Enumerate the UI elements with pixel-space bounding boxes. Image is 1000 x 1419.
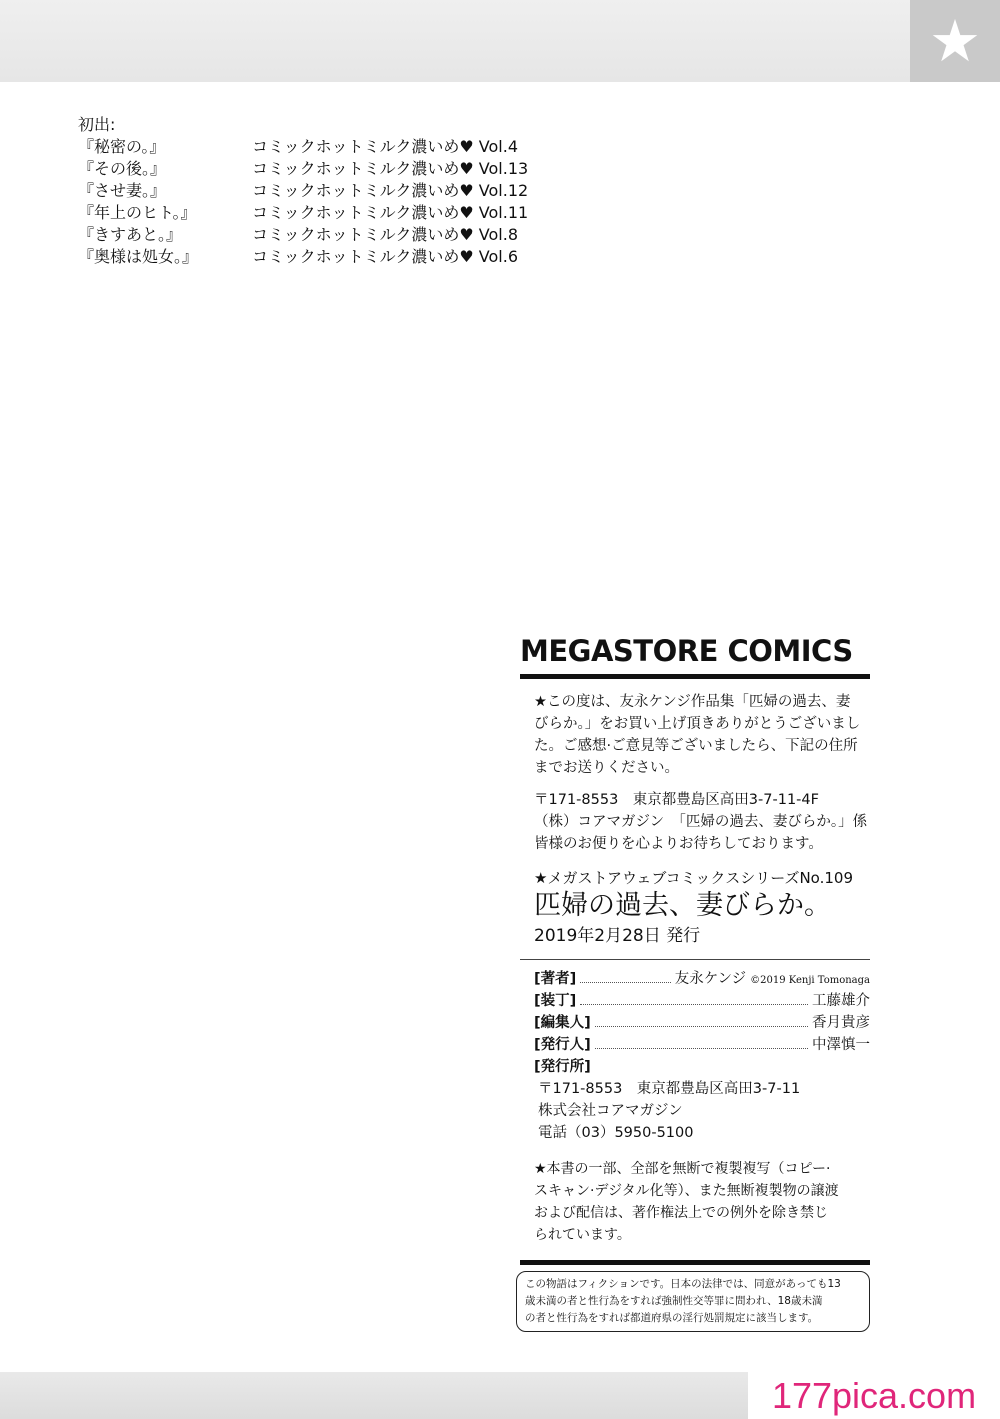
magazine-issue: コミックホットミルク濃いめ♥ Vol.13 [252,159,529,178]
leader-dots [595,1047,808,1049]
leader-dots [580,1003,808,1005]
credit-name: 友永ケンジ [674,971,747,987]
brand-logo: MEGASTORE COMICS [520,634,853,668]
credit-role: [著者] [534,971,577,987]
list-item [78,202,528,224]
leader-dots [580,981,670,983]
text-line: られています。 [534,1227,631,1243]
text-line: た。ご感想·ご意見等ございましたら、下記の住所 [534,738,858,754]
text-line: ★この度は、友永ケンジ作品集「匹婦の過去、妻 [534,694,851,710]
text-line: 〒171-8553 東京都豊島区高田3-7-11-4F [534,792,819,808]
publish-date: 2019年2月28日 発行 [534,926,701,946]
magazine-issue: コミックホットミルク濃いめ♥ Vol.8 [252,225,518,244]
story-title: 『その後。』 [78,159,167,178]
leader-dots [595,1025,808,1027]
credit-row [534,990,870,1012]
list-item [78,136,528,158]
story-title: 『年上のヒト。』 [78,203,197,222]
text-line: ★本書の一部、全部を無断で複製複写（コピー· [534,1161,831,1177]
text-line: 〒171-8553 東京都豊島区高田3-7-11 [538,1081,801,1097]
text-line: 歳未満の者と性行為をすれば強制性交等罪に問われ、18歳未満 [525,1295,823,1307]
story-title: 『奥様は処女。』 [78,247,199,266]
credit-row [534,1034,870,1056]
fiction-notice [516,1271,870,1332]
text-line: びらか。」をお買い上げ頂きありがとうございまし [534,716,861,732]
book-title: 匹婦の過去、妻びらか。 [534,890,831,921]
star-icon: ★ [910,0,1000,82]
text-line: （株）コアマガジン 「匹婦の過去、妻びらか。」係 [534,814,868,830]
colophon-panel [520,630,870,1332]
credit-name: 香月貴彦 [812,1015,870,1031]
series-label: ★メガストアウェブコミックスシリーズNo.109 [534,869,853,887]
text-line: の者と性行為をすれば都道府県の淫行処罰規定に該当します。 [525,1312,819,1324]
credit-row [534,1012,870,1034]
credits-list [520,960,870,1056]
text-line: この物語はフィクションです。日本の法律では、同意があっても13 [525,1278,841,1290]
story-title: 『きすあと。』 [78,225,183,244]
magazine-issue: コミックホットミルク濃いめ♥ Vol.12 [252,181,529,200]
credit-name: 中澤慎一 [812,1037,870,1053]
copyright: ©2019 Kenji Tomonaga [750,975,870,986]
list-item [78,246,528,268]
text-line: 電話（03）5950-5100 [538,1125,694,1141]
magazine-issue: コミックホットミルク濃いめ♥ Vol.6 [252,247,518,266]
credit-role: [編集人] [534,1015,591,1031]
magazine-issue: コミックホットミルク濃いめ♥ Vol.4 [252,137,518,156]
credit-name: 工藤雄介 [812,993,870,1009]
watermark: 177pica.com [748,1372,1000,1419]
credit-row [534,968,870,990]
list-item [78,158,528,180]
list-item [78,180,528,202]
top-band [0,0,1000,82]
text-line: 皆様のお便りを心よりお待ちしております。 [534,836,823,852]
thanks-message [520,679,870,855]
text-line: までお送りください。 [534,760,679,776]
publisher-label: [発行所] [534,1059,591,1075]
credit-role: [発行人] [534,1037,591,1053]
copyright-notice [520,1158,870,1246]
divider [520,1260,870,1265]
credit-role: [装丁] [534,993,577,1009]
story-title: 『させ妻。』 [78,181,167,200]
list-item [78,224,528,246]
magazine-issue: コミックホットミルク濃いめ♥ Vol.11 [252,203,529,222]
first-publication-list [78,114,528,268]
text-line: スキャン·デジタル化等）、また無断複製物の譲渡 [534,1183,839,1199]
text-line: 株式会社コアマガジン [538,1103,683,1119]
first-publication-heading: 初出: [78,115,116,134]
story-title: 『秘密の。』 [78,137,166,156]
text-line: および配信は、著作権法上での例外を除き禁じ [534,1205,828,1221]
